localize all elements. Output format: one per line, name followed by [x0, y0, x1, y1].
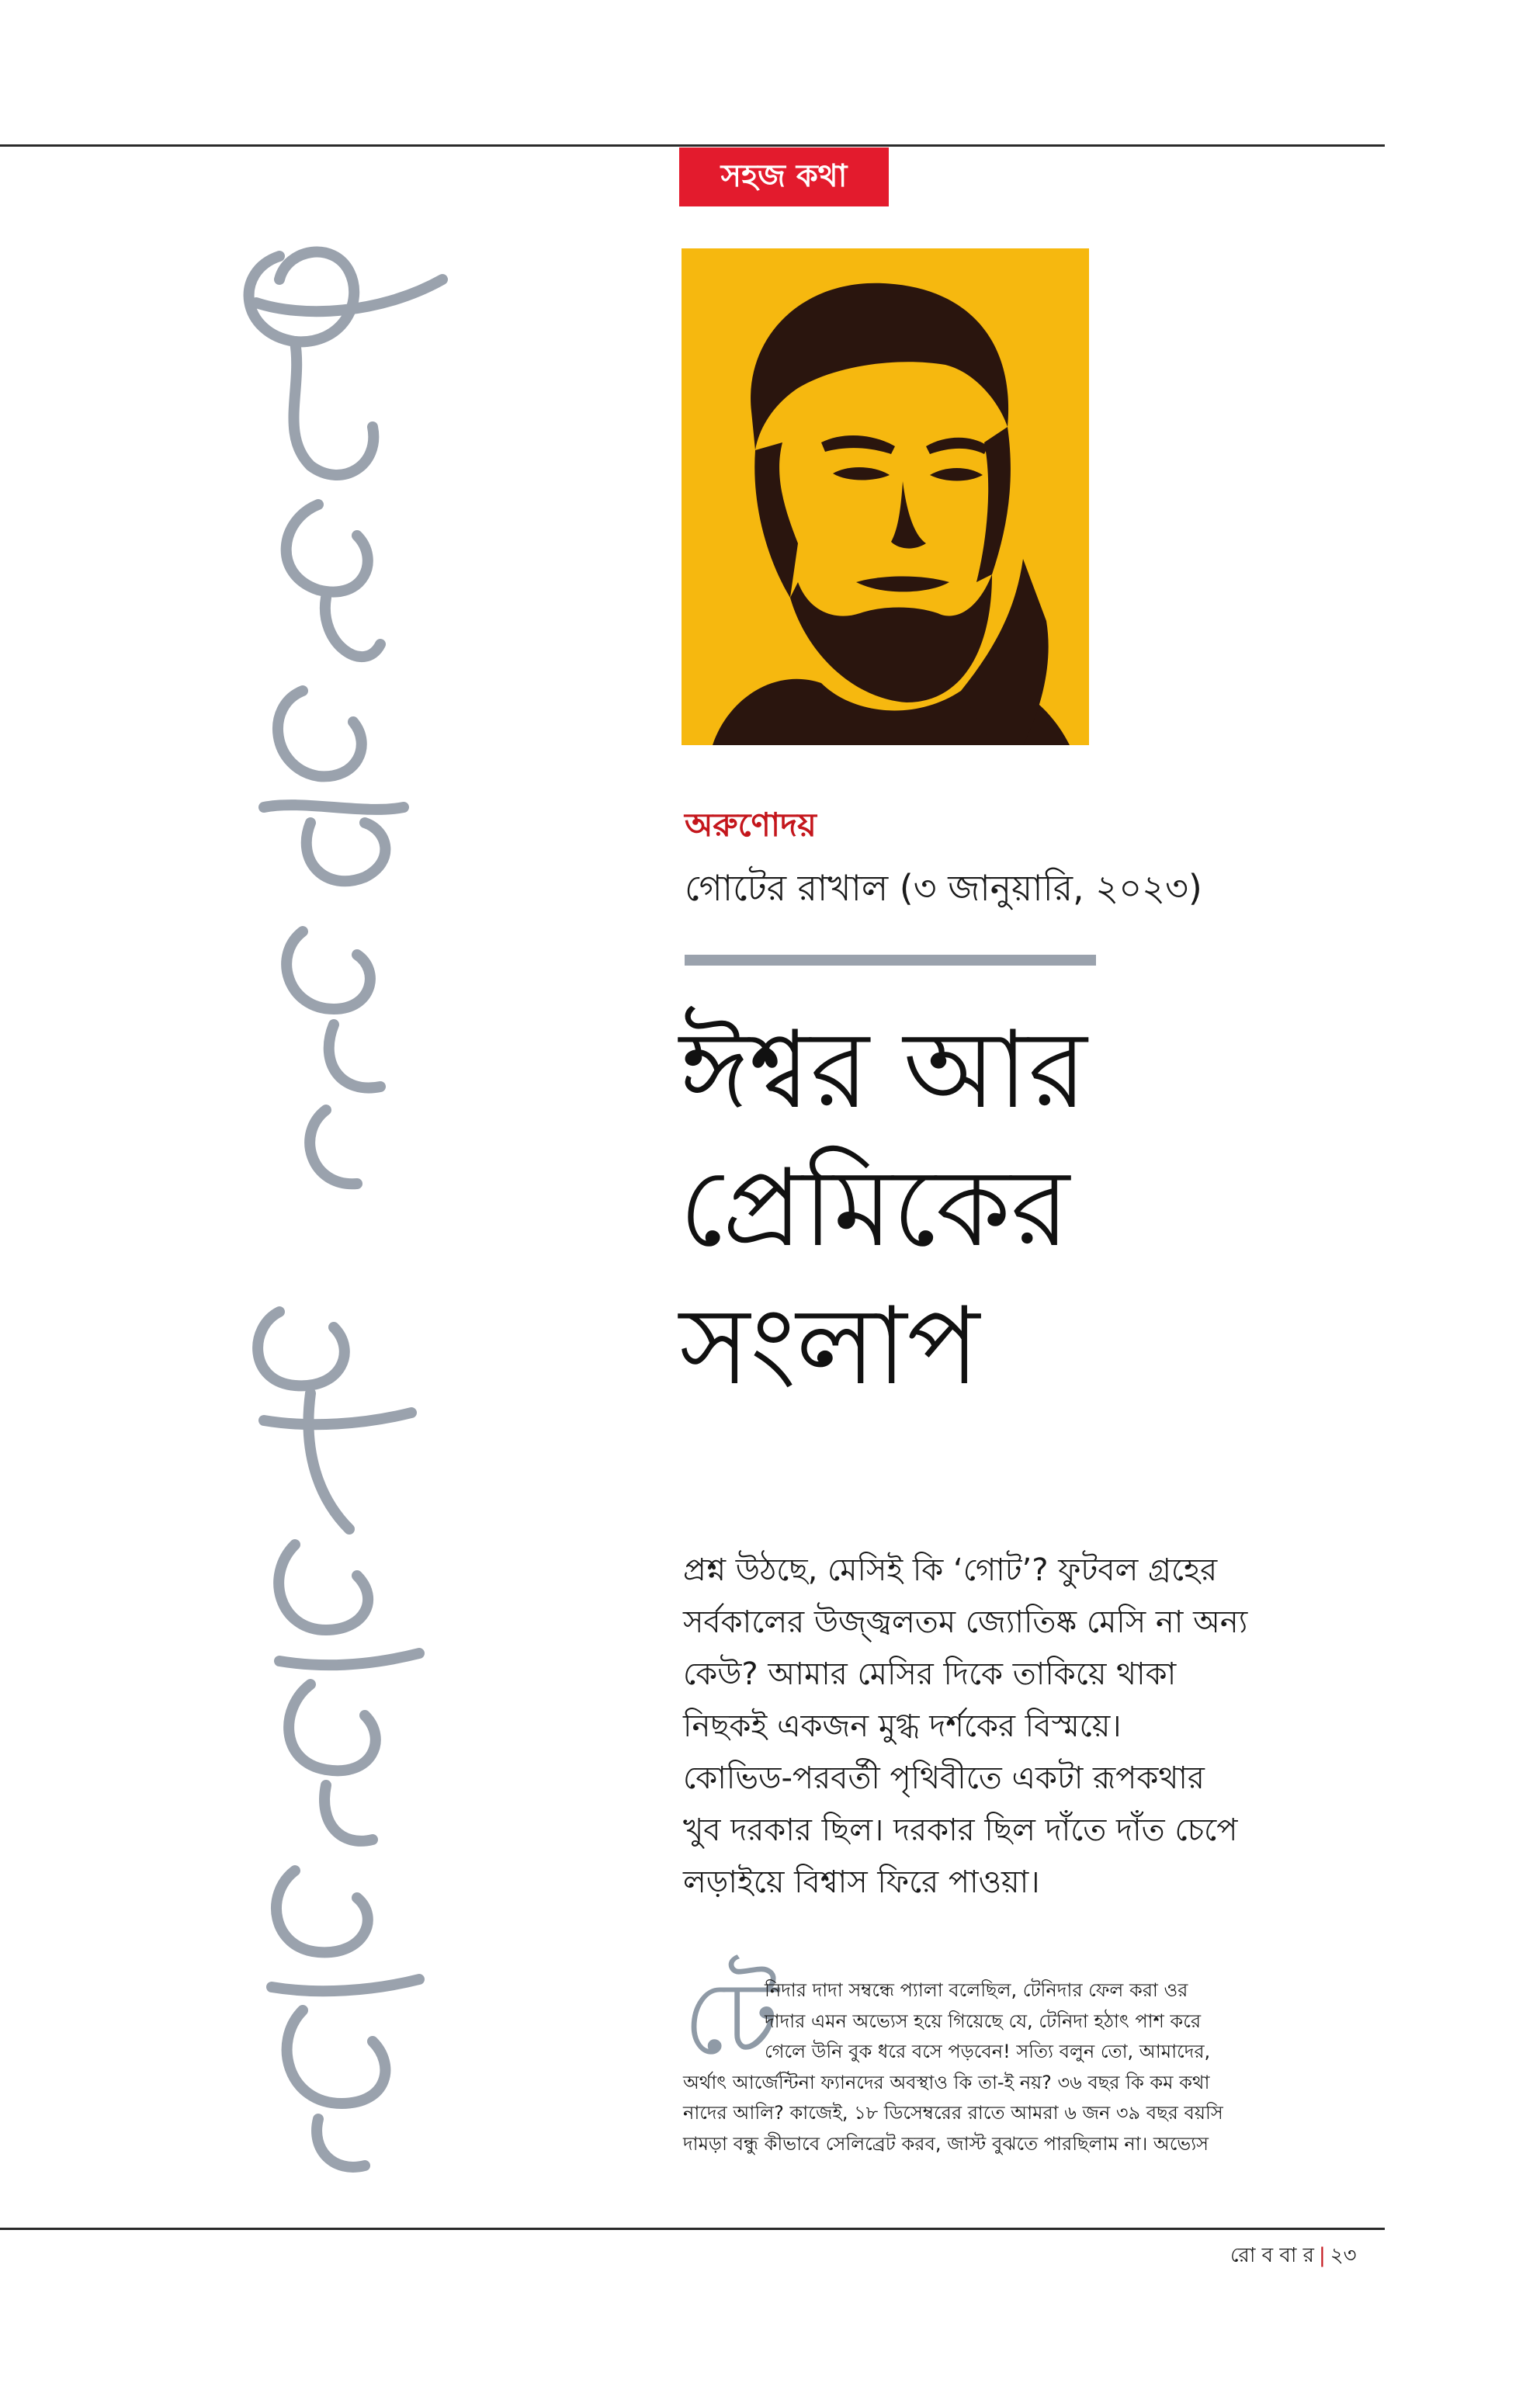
divider-bar: [685, 955, 1096, 966]
headline-line: সংলাপ: [679, 1284, 980, 1409]
handwritten-signature: [186, 210, 497, 2197]
body-line: অর্থাৎ আর্জেন্টিনা ফ্যানদের অবস্থাও কি তা-ই নয়? ৩৬ বছর কি কম কথা: [683, 2071, 1210, 2093]
author-name: অরুণোদয়: [685, 806, 817, 844]
folio-separator: |: [1318, 2244, 1326, 2267]
author-portrait: [682, 248, 1089, 745]
standfirst-line: লড়াইয়ে বিশ্বাস ফিরে পাওয়া।: [683, 1864, 1040, 1900]
standfirst-line: নিছকই একজন মুগ্ধ দর্শকের বিস্ময়ে।: [683, 1708, 1122, 1744]
section-tag: সহজ কথা: [679, 147, 889, 206]
body-line: নাদের আলি? কাজেই, ১৮ ডিসেম্বরের রাতে আমরা ৬ জন ৩৯ বছর বয়সি: [683, 2102, 1223, 2124]
standfirst-line: কেউ? আমার মেসির দিকে তাকিয়ে থাকা: [683, 1656, 1177, 1692]
headline-line: প্রেমিকের: [679, 1146, 1070, 1271]
page-number: ২৩: [1330, 2244, 1357, 2267]
body-line: দামড়া বন্ধু কীভাবে সেলিব্রেট করব, জাস্ট বুঝতে পারছিলাম না। অভ্যেস: [683, 2132, 1209, 2155]
standfirst-line: খুব দরকার ছিল। দরকার ছিল দাঁতে দাঁত চেপে: [683, 1812, 1238, 1848]
column-title: গোটের রাখাল (৩ জানুয়ারি, ২০২৩): [685, 867, 1202, 909]
page-footer: [1230, 2239, 1357, 2273]
top-rule: [0, 144, 1385, 147]
standfirst-line: প্রশ্ন উঠছে, মেসিই কি ‘গোট’? ফুটবল গ্রহের: [683, 1552, 1218, 1588]
headline: [679, 1001, 1378, 1416]
article-body: [683, 1975, 1382, 2159]
drop-cap: টে: [683, 1959, 779, 2077]
headline-line: ঈশ্বর আর: [679, 1007, 1087, 1132]
standfirst: [683, 1545, 1382, 1909]
body-line: গেলে উনি বুক ধরে বসে পড়বেন! সত্যি বলুন তো, আমাদের,: [765, 2041, 1211, 2062]
body-line: দাদার এমন অভ্যেস হয়ে গিয়েছে যে, টেনিদা হঠাৎ পাশ করে: [765, 2010, 1202, 2032]
body-line: নিদার দাদা সম্বন্ধে প্যালা বলেছিল, টেনিদার ফেল করা ওর: [765, 1979, 1188, 2001]
bottom-rule: [0, 2228, 1385, 2230]
standfirst-line: কোভিড-পরবর্তী পৃথিবীতে একটা রূপকথার: [683, 1760, 1205, 1796]
magazine-name: রো ব বা র: [1230, 2244, 1314, 2267]
standfirst-line: সর্বকালের উজ্জ্বলতম জ্যোতিষ্ক মেসি না অন্য: [683, 1604, 1248, 1640]
